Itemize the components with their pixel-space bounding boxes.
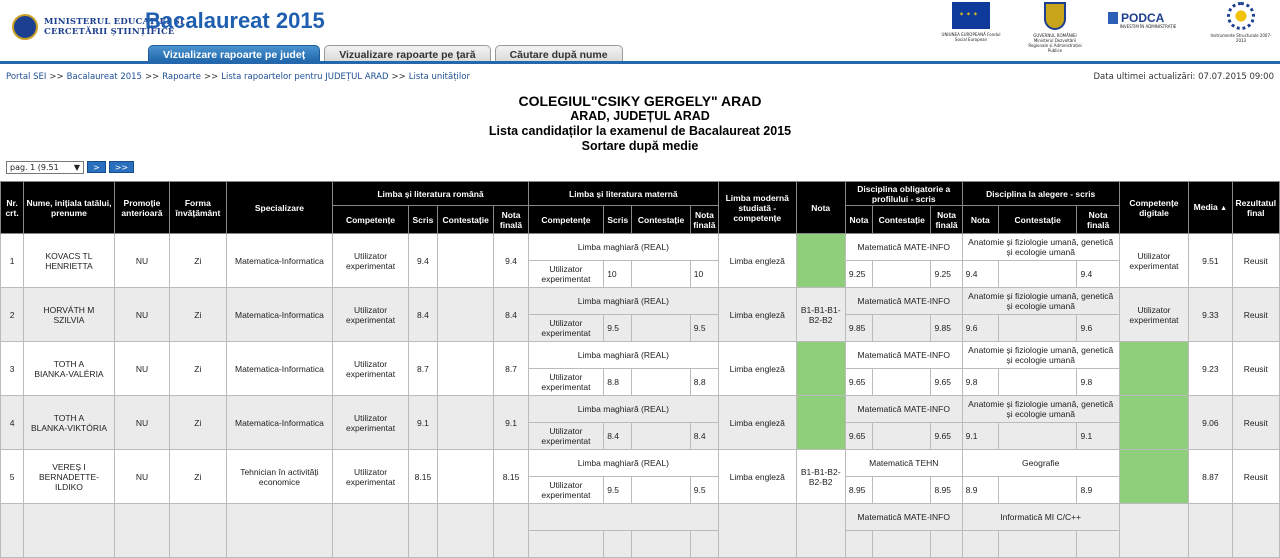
podca-icon	[1108, 12, 1118, 24]
cell-specializare: Matematica-Informatica	[226, 396, 333, 450]
cell-rezultat: Reusit	[1232, 450, 1279, 504]
cell-ro-scris: 8.15	[408, 450, 437, 504]
cell-mat-language: Limba maghiară (REAL)	[528, 450, 718, 477]
cell-obl-contestatie	[873, 261, 931, 288]
cell-nume	[24, 504, 115, 558]
cell-mat-scris: 8.8	[604, 369, 632, 396]
cell-nota	[796, 342, 845, 396]
col-ro-scris: Scris	[408, 206, 437, 234]
cell-moderna: Limba engleză	[719, 450, 797, 504]
fse-logo	[1210, 2, 1272, 43]
chevron-down-icon: ▼	[73, 162, 80, 172]
cell-ale-nota	[962, 531, 998, 558]
partner-logos	[940, 2, 1272, 53]
cell-mat-contestatie	[632, 531, 690, 558]
col-ro-contestatie: Contestație	[438, 206, 494, 234]
cell-rezultat: Reusit	[1232, 342, 1279, 396]
cell-digitale	[1119, 396, 1188, 450]
cell-mat-language: Limba maghiară (REAL)	[528, 396, 718, 423]
cell-moderna: Limba engleză	[719, 342, 797, 396]
cell-mat-competente: Utilizator experimentat	[528, 261, 604, 288]
cell-ro-contestatie	[438, 342, 494, 396]
tab-search-by-name[interactable]: Căutare după nume	[495, 45, 623, 63]
col-promotie: Promoție anterioară	[114, 182, 169, 234]
cell-ro-scris: 8.7	[408, 342, 437, 396]
ministry-crest-icon	[12, 14, 38, 40]
cell-ro-competente	[333, 504, 409, 558]
cell-rezultat: Reusit	[1232, 288, 1279, 342]
col-mat-contestatie: Contestație	[632, 206, 690, 234]
cell-obl-contestatie	[873, 423, 931, 450]
cell-promotie	[114, 504, 169, 558]
breadcrumb-separator: >>	[49, 72, 64, 82]
cell-ro-contestatie	[438, 396, 494, 450]
pager	[6, 160, 1280, 174]
sort-ascending-icon: ▲	[1220, 204, 1228, 212]
table-row	[1, 234, 1280, 261]
cell-promotie: NU	[114, 450, 169, 504]
cell-mat-scris: 9.5	[604, 477, 632, 504]
eu-logo	[940, 2, 1002, 42]
cell-obl-name: Matematică MATE-INFO	[845, 342, 962, 369]
cell-nume	[24, 288, 115, 342]
cell-ale-contestatie	[998, 423, 1077, 450]
cell-mat-scris: 9.5	[604, 315, 632, 342]
cell-mat-nota-finala: 9.5	[690, 315, 718, 342]
cell-nota	[796, 504, 845, 558]
candidates-table	[0, 181, 1280, 558]
breadcrumb-separator: >>	[204, 72, 219, 82]
cell-obl-nota-finala: 9.85	[931, 315, 962, 342]
cell-obl-contestatie	[873, 315, 931, 342]
cell-digitale	[1119, 342, 1188, 396]
candidate-given-name: SZILVIA	[53, 314, 85, 325]
list-title: Lista candidaților la examenul de Bacalaureat 2015	[488, 124, 792, 138]
cell-specializare: Matematica-Informatica	[226, 288, 333, 342]
cell-ro-nota-finala	[494, 504, 528, 558]
col-moderna: Limba modernă studiată - competențe	[719, 182, 797, 234]
col-group-alegere: Disciplina la alegere - scris	[962, 182, 1119, 206]
cell-forma: Zi	[170, 396, 226, 450]
cell-mat-nota-finala: 8.8	[690, 369, 718, 396]
cell-mat-contestatie	[632, 261, 690, 288]
cell-ro-competente: Utilizator experimentat	[333, 234, 409, 288]
structural-funds-icon	[1227, 2, 1255, 30]
breadcrumb-county-reports[interactable]: Lista rapoartelor pentru JUDEȚUL ARAD	[221, 72, 389, 82]
cell-ro-nota-finala: 8.4	[494, 288, 528, 342]
cell-obl-contestatie	[873, 531, 931, 558]
last-update-timestamp: Data ultimei actualizări: 07.07.2015 09:00	[1093, 72, 1274, 82]
cell-ro-contestatie	[438, 234, 494, 288]
col-obl-nota: Nota	[845, 206, 872, 234]
school-name: COLEGIUL"CSIKY GERGELY" ARAD	[518, 93, 762, 109]
cell-mat-contestatie	[632, 423, 690, 450]
page-select[interactable]	[6, 161, 84, 174]
col-obl-contestatie: Contestație	[873, 206, 931, 234]
cell-nota	[796, 234, 845, 288]
top-header	[0, 0, 1280, 64]
cell-obl-nota: 9.85	[845, 315, 872, 342]
cell-mat-competente: Utilizator experimentat	[528, 477, 604, 504]
table-body	[1, 234, 1280, 558]
col-ale-nota: Nota	[962, 206, 998, 234]
cell-ale-contestatie	[998, 261, 1077, 288]
candidate-surname: TOTH A	[53, 358, 85, 369]
last-page-button[interactable]: >>	[109, 161, 134, 173]
candidate-surname: KOVACS TL	[45, 250, 93, 261]
candidate-surname: HORVÁTH M	[43, 304, 95, 315]
col-ale-contestatie: Contestație	[998, 206, 1077, 234]
cell-mat-scris: 8.4	[604, 423, 632, 450]
cell-media: 9.06	[1189, 396, 1232, 450]
cell-promotie: NU	[114, 234, 169, 288]
col-digitale: Competențe digitale	[1119, 182, 1188, 234]
tab-county-reports[interactable]: Vizualizare rapoarte pe județ	[148, 45, 320, 63]
cell-specializare: Tehnician în activități economice	[226, 450, 333, 504]
cell-ale-nota: 9.1	[962, 423, 998, 450]
col-nota: Nota	[796, 182, 845, 234]
cell-mat-competente: Utilizator experimentat	[528, 315, 604, 342]
cell-specializare	[226, 504, 333, 558]
cell-ro-nota-finala: 9.1	[494, 396, 528, 450]
cell-ale-contestatie	[998, 369, 1077, 396]
breadcrumb-portal-sei[interactable]: Portal SEI	[6, 72, 47, 82]
breadcrumb-separator: >>	[144, 72, 160, 82]
cell-ro-scris: 8.4	[408, 288, 437, 342]
breadcrumb	[0, 64, 1280, 84]
cell-obl-nota: 9.65	[845, 423, 872, 450]
breadcrumb-bacalaureat[interactable]: Bacalaureat 2015	[66, 72, 142, 82]
cell-obl-contestatie	[873, 477, 931, 504]
cell-ro-scris: 9.4	[408, 234, 437, 288]
breadcrumb-rapoarte[interactable]: Rapoarte	[162, 72, 201, 82]
podca-text: PODCA	[1121, 10, 1165, 25]
cell-nota: B1-B1-B2-B2-B2	[796, 450, 845, 504]
cell-media	[1189, 504, 1232, 558]
cell-mat-scris	[604, 531, 632, 558]
col-obl-nota-finala: Nota finală	[931, 206, 962, 234]
cell-nr: 3	[1, 342, 24, 396]
report-titles	[0, 93, 1280, 154]
cell-nr: 1	[1, 234, 24, 288]
cell-digitale: Utilizator experimentat	[1119, 288, 1188, 342]
table-row	[1, 450, 1280, 477]
table-row	[1, 504, 1280, 531]
eu-flag-icon	[952, 2, 990, 29]
cell-mat-contestatie	[632, 369, 690, 396]
fse-logo-text: Instrumente Structurale 2007-2013	[1210, 33, 1272, 43]
cell-obl-name: Matematică TEHN	[845, 450, 962, 477]
cell-mat-contestatie	[632, 477, 690, 504]
gov-logo	[1024, 2, 1086, 53]
tab-country-reports[interactable]: Vizualizare rapoarte pe țară	[324, 45, 490, 63]
table-row	[1, 342, 1280, 369]
col-specializare: Specializare	[226, 182, 333, 234]
cell-ro-competente: Utilizator experimentat	[333, 450, 409, 504]
school-location: ARAD, JUDEȚUL ARAD	[570, 109, 710, 123]
cell-moderna: Limba engleză	[719, 288, 797, 342]
cell-mat-contestatie	[632, 315, 690, 342]
cell-ro-nota-finala: 8.7	[494, 342, 528, 396]
cell-digitale	[1119, 450, 1188, 504]
col-rezultat: Rezultatul final	[1232, 182, 1279, 234]
cell-mat-nota-finala: 8.4	[690, 423, 718, 450]
cell-promotie: NU	[114, 342, 169, 396]
cell-ro-competente: Utilizator experimentat	[333, 396, 409, 450]
col-mat-scris: Scris	[604, 206, 632, 234]
cell-digitale	[1119, 504, 1188, 558]
cell-nume	[24, 234, 115, 288]
cell-media: 9.51	[1189, 234, 1232, 288]
cell-ro-scris	[408, 504, 437, 558]
breadcrumb-units[interactable]: Lista unităților	[408, 72, 470, 82]
podca-subtext: INVESTIM ÎN ADMINISTRAȚIE	[1119, 24, 1177, 29]
breadcrumb-separator: >>	[391, 72, 406, 82]
app-title: Bacalaureat 2015	[145, 8, 325, 33]
cell-ale-name: Anatomie și fiziologie umană, genetică și ecologie umană	[962, 396, 1119, 423]
col-group-romana: Limba și literatura română	[333, 182, 528, 206]
cell-obl-name: Matematică MATE-INFO	[845, 288, 962, 315]
cell-obl-nota-finala: 9.65	[931, 423, 962, 450]
page-select-value: pag. 1 (9.51	[10, 162, 59, 172]
cell-nr: 5	[1, 450, 24, 504]
cell-mat-nota-finala: 10	[690, 261, 718, 288]
cell-ale-name: Anatomie și fiziologie umană, genetică și ecologie umană	[962, 342, 1119, 369]
cell-ro-nota-finala: 9.4	[494, 234, 528, 288]
candidate-given-name: BERNADETTE-ILDIKO	[38, 471, 99, 492]
col-ale-nota-finala: Nota finală	[1077, 206, 1119, 234]
cell-moderna	[719, 504, 797, 558]
cell-promotie: NU	[114, 396, 169, 450]
cell-ro-nota-finala: 8.15	[494, 450, 528, 504]
col-mat-nota-finala: Nota finală	[690, 206, 718, 234]
cell-mat-nota-finala: 9.5	[690, 477, 718, 504]
cell-rezultat: Reusit	[1232, 234, 1279, 288]
table-row	[1, 288, 1280, 315]
cell-forma: Zi	[170, 450, 226, 504]
col-nume: Nume, inițiala tatălui, prenume	[24, 182, 115, 234]
cell-ale-nota: 9.6	[962, 315, 998, 342]
cell-mat-competente	[528, 531, 604, 558]
cell-mat-language: Limba maghiară (REAL)	[528, 342, 718, 369]
cell-moderna: Limba engleză	[719, 396, 797, 450]
cell-ale-name: Anatomie și fiziologie umană, genetică și ecologie umană	[962, 234, 1119, 261]
cell-mat-competente: Utilizator experimentat	[528, 369, 604, 396]
cell-obl-nota-finala: 9.65	[931, 369, 962, 396]
col-media-label: Media	[1193, 201, 1218, 212]
col-nr: Nr. crt.	[1, 182, 24, 234]
col-forma: Forma învățământ	[170, 182, 226, 234]
cell-ale-nota-finala: 8.9	[1077, 477, 1119, 504]
cell-obl-nota-finala: 9.25	[931, 261, 962, 288]
cell-ale-contestatie	[998, 531, 1077, 558]
cell-ale-name: Informatică MI C/C++	[962, 504, 1119, 531]
cell-forma	[170, 504, 226, 558]
cell-ale-nota: 9.8	[962, 369, 998, 396]
podca-mark	[1108, 12, 1188, 24]
col-ro-competente: Competențe	[333, 206, 409, 234]
cell-mat-language: Limba maghiară (REAL)	[528, 234, 718, 261]
candidate-surname: TOTH A	[53, 412, 85, 423]
cell-obl-nota: 9.25	[845, 261, 872, 288]
cell-ro-scris: 9.1	[408, 396, 437, 450]
podca-logo	[1108, 2, 1188, 29]
col-media-sort[interactable]	[1189, 182, 1232, 234]
cell-ro-contestatie	[438, 288, 494, 342]
col-mat-competente: Competențe	[528, 206, 604, 234]
cell-obl-contestatie	[873, 369, 931, 396]
cell-mat-language: Limba maghiară (REAL)	[528, 288, 718, 315]
sort-title: Sortare după medie	[581, 139, 699, 153]
candidate-given-name: BIANKA-VALÉRIA	[34, 368, 104, 379]
cell-ale-nota-finala: 9.8	[1077, 369, 1119, 396]
candidate-given-name: HENRIETTA	[45, 260, 93, 271]
cell-ale-contestatie	[998, 477, 1077, 504]
candidate-surname: VEREȘ I	[52, 461, 86, 472]
eu-logo-text: UNIUNEA EUROPEANĂ Fondul Social European	[941, 32, 1001, 42]
cell-media: 8.87	[1189, 450, 1232, 504]
cell-ale-name: Anatomie și fiziologie umană, genetică și ecologie umană	[962, 288, 1119, 315]
col-group-obligatorie: Disciplina obligatorie a profilului - scris	[845, 182, 962, 206]
cell-media: 9.23	[1189, 342, 1232, 396]
table-row	[1, 396, 1280, 423]
candidate-given-name: BLANKA-VIKTÓRIA	[30, 422, 107, 433]
col-ro-nota-finala: Nota finală	[494, 206, 528, 234]
ministry-name-line1: MINISTERUL EDUCAȚIEI ȘI	[44, 17, 185, 27]
cell-nr: 4	[1, 396, 24, 450]
cell-ale-nota-finala	[1077, 531, 1119, 558]
cell-obl-name: Matematică MATE-INFO	[845, 504, 962, 531]
cell-nume	[24, 342, 115, 396]
cell-ale-contestatie	[998, 315, 1077, 342]
cell-ale-nota: 8.9	[962, 477, 998, 504]
cell-ro-competente: Utilizator experimentat	[333, 342, 409, 396]
cell-mat-nota-finala	[690, 531, 718, 558]
cell-rezultat	[1232, 504, 1279, 558]
cell-moderna: Limba engleză	[719, 234, 797, 288]
cell-forma: Zi	[170, 342, 226, 396]
cell-nr: 2	[1, 288, 24, 342]
cell-ale-nota-finala: 9.6	[1077, 315, 1119, 342]
cell-mat-language	[528, 504, 718, 531]
col-group-materna: Limba și literatura maternă	[528, 182, 718, 206]
cell-forma: Zi	[170, 234, 226, 288]
cell-ale-name: Geografie	[962, 450, 1119, 477]
cell-obl-nota: 9.65	[845, 369, 872, 396]
cell-ro-contestatie	[438, 450, 494, 504]
cell-obl-name: Matematică MATE-INFO	[845, 234, 962, 261]
cell-ro-competente: Utilizator experimentat	[333, 288, 409, 342]
cell-obl-nota	[845, 531, 872, 558]
cell-ale-nota: 9.4	[962, 261, 998, 288]
next-page-button[interactable]: >	[87, 161, 106, 173]
cell-specializare: Matematica-Informatica	[226, 234, 333, 288]
cell-promotie: NU	[114, 288, 169, 342]
gov-logo-text: GUVERNUL ROMÂNIEI Ministerul Dezvoltării Regionale și Administrației Publice	[1028, 33, 1082, 53]
cell-forma: Zi	[170, 288, 226, 342]
cell-obl-name: Matematică MATE-INFO	[845, 396, 962, 423]
coat-of-arms-icon	[1044, 2, 1066, 30]
cell-nota	[796, 396, 845, 450]
cell-mat-competente: Utilizator experimentat	[528, 423, 604, 450]
cell-obl-nota-finala	[931, 531, 962, 558]
cell-mat-scris: 10	[604, 261, 632, 288]
cell-rezultat: Reusit	[1232, 396, 1279, 450]
cell-ale-nota-finala: 9.1	[1077, 423, 1119, 450]
cell-media: 9.33	[1189, 288, 1232, 342]
cell-nume	[24, 396, 115, 450]
cell-nr	[1, 504, 24, 558]
cell-ale-nota-finala: 9.4	[1077, 261, 1119, 288]
cell-specializare: Matematica-Informatica	[226, 342, 333, 396]
cell-nota: B1-B1-B1-B2-B2	[796, 288, 845, 342]
ministry-name-line2: CERCETĂRII ȘTIINȚIFICE	[44, 27, 175, 37]
cell-nume	[24, 450, 115, 504]
cell-obl-nota-finala: 8.95	[931, 477, 962, 504]
cell-digitale: Utilizator experimentat	[1119, 234, 1188, 288]
cell-obl-nota: 8.95	[845, 477, 872, 504]
cell-ro-contestatie	[438, 504, 494, 558]
